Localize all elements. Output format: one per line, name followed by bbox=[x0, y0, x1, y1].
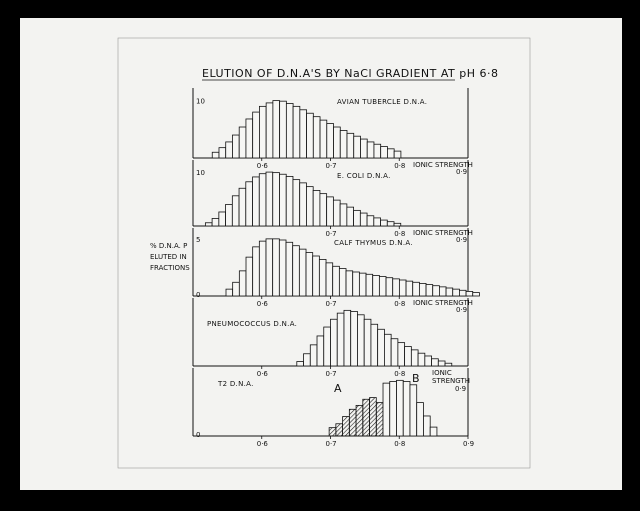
bar bbox=[383, 383, 390, 436]
x-tick-label: 0·8 bbox=[394, 300, 406, 308]
y-axis-label bbox=[150, 242, 190, 272]
x-tick-label: 0·8 bbox=[394, 162, 406, 170]
bar bbox=[398, 343, 405, 366]
bar bbox=[293, 106, 300, 158]
bar bbox=[334, 127, 341, 158]
bar bbox=[306, 187, 313, 226]
x-tick-label: 0·6 bbox=[256, 300, 268, 308]
bar bbox=[279, 174, 286, 226]
bar bbox=[473, 293, 480, 296]
bar-hatched bbox=[336, 424, 343, 436]
bar bbox=[239, 271, 246, 296]
bar bbox=[246, 119, 253, 158]
y-tick-label: 5 bbox=[196, 235, 201, 244]
bar bbox=[219, 212, 226, 226]
bar bbox=[286, 242, 293, 296]
bar bbox=[331, 319, 338, 366]
bar bbox=[339, 269, 346, 296]
bar bbox=[273, 173, 280, 226]
y-tick-label: 10 bbox=[196, 97, 205, 106]
bar bbox=[411, 350, 418, 366]
x-tick-label: 0·6 bbox=[256, 370, 268, 378]
bar bbox=[340, 204, 347, 226]
bar bbox=[239, 188, 246, 226]
bar bbox=[232, 196, 239, 226]
bar bbox=[357, 315, 364, 366]
bar bbox=[418, 353, 425, 366]
bar bbox=[324, 327, 331, 366]
bar bbox=[219, 148, 226, 158]
x-tick-label: 0·7 bbox=[325, 230, 337, 238]
chart-panels bbox=[193, 88, 479, 448]
bar bbox=[378, 329, 385, 366]
bar bbox=[212, 152, 219, 158]
panel-1 bbox=[193, 88, 473, 176]
bar bbox=[226, 289, 233, 296]
bar bbox=[273, 239, 280, 296]
bar bbox=[354, 136, 361, 158]
bar bbox=[347, 207, 354, 226]
bar bbox=[293, 246, 300, 296]
x-tick-label: 0·7 bbox=[325, 370, 337, 378]
bar bbox=[432, 359, 439, 366]
panel-2 bbox=[193, 160, 473, 244]
bar bbox=[293, 180, 300, 226]
bar bbox=[466, 291, 473, 296]
bar bbox=[351, 311, 358, 366]
bar bbox=[399, 280, 406, 296]
bar bbox=[259, 106, 266, 158]
bar bbox=[280, 101, 287, 158]
x-axis-label: IONIC STRENGTH bbox=[413, 229, 473, 237]
series-label: AVIAN TUBERCLE D.N.A. bbox=[337, 98, 428, 106]
bar bbox=[212, 218, 219, 226]
bar bbox=[259, 241, 266, 296]
bar bbox=[391, 339, 398, 366]
bar bbox=[386, 278, 393, 296]
bar-hatched bbox=[356, 405, 363, 436]
bar-hatched bbox=[363, 399, 370, 436]
x-tick-label: 0·8 bbox=[394, 230, 406, 238]
bar bbox=[433, 286, 440, 296]
x-tick-label: 0·7 bbox=[325, 162, 337, 170]
x-axis-label-part: STRENGTH bbox=[432, 377, 470, 385]
bar bbox=[430, 427, 437, 436]
bar bbox=[320, 120, 327, 158]
bar bbox=[313, 117, 320, 158]
panel-4 bbox=[193, 298, 468, 378]
bar bbox=[333, 200, 340, 226]
bar bbox=[367, 216, 374, 226]
bar bbox=[346, 271, 353, 296]
bar bbox=[364, 319, 371, 366]
bar bbox=[304, 354, 311, 366]
series-label: PNEUMOCOCCUS D.N.A. bbox=[207, 320, 298, 328]
bar bbox=[387, 222, 394, 226]
bar bbox=[426, 285, 433, 296]
bar bbox=[226, 204, 233, 226]
bar bbox=[347, 133, 354, 158]
bar bbox=[337, 313, 344, 366]
bar bbox=[279, 240, 286, 296]
bar bbox=[403, 381, 410, 436]
bar bbox=[232, 135, 239, 158]
bar bbox=[410, 385, 417, 436]
bar bbox=[459, 290, 466, 296]
bar bbox=[453, 289, 460, 296]
bar bbox=[423, 416, 430, 436]
bar bbox=[381, 147, 388, 158]
bar bbox=[353, 272, 360, 296]
bar bbox=[239, 127, 246, 158]
bar bbox=[413, 282, 420, 296]
bar-hatched bbox=[370, 398, 377, 436]
x-axis-extra-tick: 0·9 bbox=[456, 236, 468, 244]
bar bbox=[233, 282, 240, 296]
x-axis-label: IONIC STRENGTH bbox=[413, 161, 473, 169]
bar bbox=[253, 112, 260, 158]
bar bbox=[371, 324, 378, 366]
bar-hatched bbox=[329, 428, 336, 436]
bar bbox=[406, 281, 413, 296]
bar bbox=[327, 124, 334, 158]
bar bbox=[373, 275, 380, 296]
bar bbox=[390, 381, 397, 436]
bar bbox=[326, 263, 333, 296]
bar bbox=[306, 253, 313, 296]
series-label: T2 D.N.A. bbox=[218, 380, 254, 388]
bar bbox=[374, 218, 381, 226]
bar bbox=[394, 151, 401, 158]
chart-title: ELUTION OF D.N.A'S BY NaCl GRADIENT AT pH 6·8 bbox=[202, 67, 499, 80]
bar bbox=[359, 273, 366, 296]
x-axis-extra-tick: 0·9 bbox=[456, 168, 468, 176]
x-axis-label: IONIC STRENGTH bbox=[413, 299, 473, 307]
bar bbox=[344, 310, 351, 366]
bar bbox=[253, 177, 260, 226]
x-axis-extra-tick: 0·9 bbox=[455, 385, 467, 393]
x-tick-label: 0·7 bbox=[325, 440, 337, 448]
bar bbox=[384, 334, 391, 366]
annotation-a: A bbox=[334, 382, 343, 395]
bar bbox=[299, 249, 306, 296]
bar bbox=[317, 336, 324, 366]
bar bbox=[313, 256, 320, 296]
bar bbox=[300, 110, 307, 158]
y-label-line-2: ELUTED IN bbox=[150, 253, 187, 261]
x-tick-label: 0·8 bbox=[394, 370, 406, 378]
bar bbox=[360, 213, 367, 226]
bar bbox=[439, 287, 446, 296]
bar bbox=[319, 259, 326, 296]
bar bbox=[367, 142, 374, 158]
x-tick-label: 0·8 bbox=[394, 440, 406, 448]
bar bbox=[253, 247, 260, 296]
bar bbox=[259, 174, 266, 226]
bar bbox=[333, 266, 340, 296]
bar bbox=[405, 347, 412, 366]
bar bbox=[297, 362, 304, 366]
x-axis-extra-tick: 0·9 bbox=[456, 306, 468, 314]
bar bbox=[340, 130, 347, 158]
bar bbox=[266, 172, 273, 226]
bar bbox=[266, 239, 273, 296]
bar bbox=[246, 182, 253, 226]
bar bbox=[419, 283, 426, 296]
bar bbox=[273, 101, 280, 158]
bar bbox=[307, 113, 314, 158]
bar bbox=[320, 194, 327, 226]
bar bbox=[397, 380, 404, 436]
bar bbox=[300, 183, 307, 226]
y-label-line-1: % D.N.A. P bbox=[150, 242, 188, 250]
bar-hatched bbox=[343, 417, 350, 436]
bar bbox=[360, 139, 367, 158]
bar bbox=[394, 223, 401, 226]
bar bbox=[286, 176, 293, 226]
series-label: E. COLI D.N.A. bbox=[337, 172, 391, 180]
bar-hatched bbox=[376, 403, 383, 436]
series-label: CALF THYMUS D.N.A. bbox=[334, 239, 413, 247]
bar bbox=[226, 142, 233, 158]
bar bbox=[387, 149, 394, 158]
bar bbox=[446, 288, 453, 296]
x-tick-label: 0·6 bbox=[256, 162, 268, 170]
bar bbox=[445, 363, 452, 366]
bar bbox=[393, 279, 400, 296]
x-axis-label-part: IONIC bbox=[432, 369, 452, 377]
x-tick-label: 0·9 bbox=[463, 440, 475, 448]
bar bbox=[425, 356, 432, 366]
bar bbox=[246, 257, 253, 296]
bar-hatched bbox=[349, 409, 356, 436]
x-tick-label: 0·7 bbox=[325, 300, 337, 308]
panel-5 bbox=[193, 368, 474, 448]
bar bbox=[379, 277, 386, 296]
annotation-b: B bbox=[412, 372, 421, 385]
y-tick-label: 0 bbox=[196, 291, 201, 299]
bar bbox=[310, 345, 317, 366]
bar bbox=[205, 223, 212, 226]
bar bbox=[366, 274, 373, 296]
bar bbox=[417, 403, 424, 436]
x-tick-label: 0·6 bbox=[256, 440, 268, 448]
y-tick-label: 10 bbox=[196, 169, 205, 178]
bar bbox=[381, 220, 388, 226]
bar bbox=[374, 144, 381, 158]
bar bbox=[313, 190, 320, 226]
bar bbox=[438, 361, 445, 366]
bar bbox=[354, 210, 361, 226]
panel-3 bbox=[193, 228, 479, 314]
bar bbox=[327, 197, 334, 226]
bar bbox=[286, 103, 293, 158]
y-label-line-3: FRACTIONS bbox=[150, 264, 190, 272]
bar bbox=[266, 103, 273, 158]
y-tick-label: 0 bbox=[196, 431, 201, 439]
